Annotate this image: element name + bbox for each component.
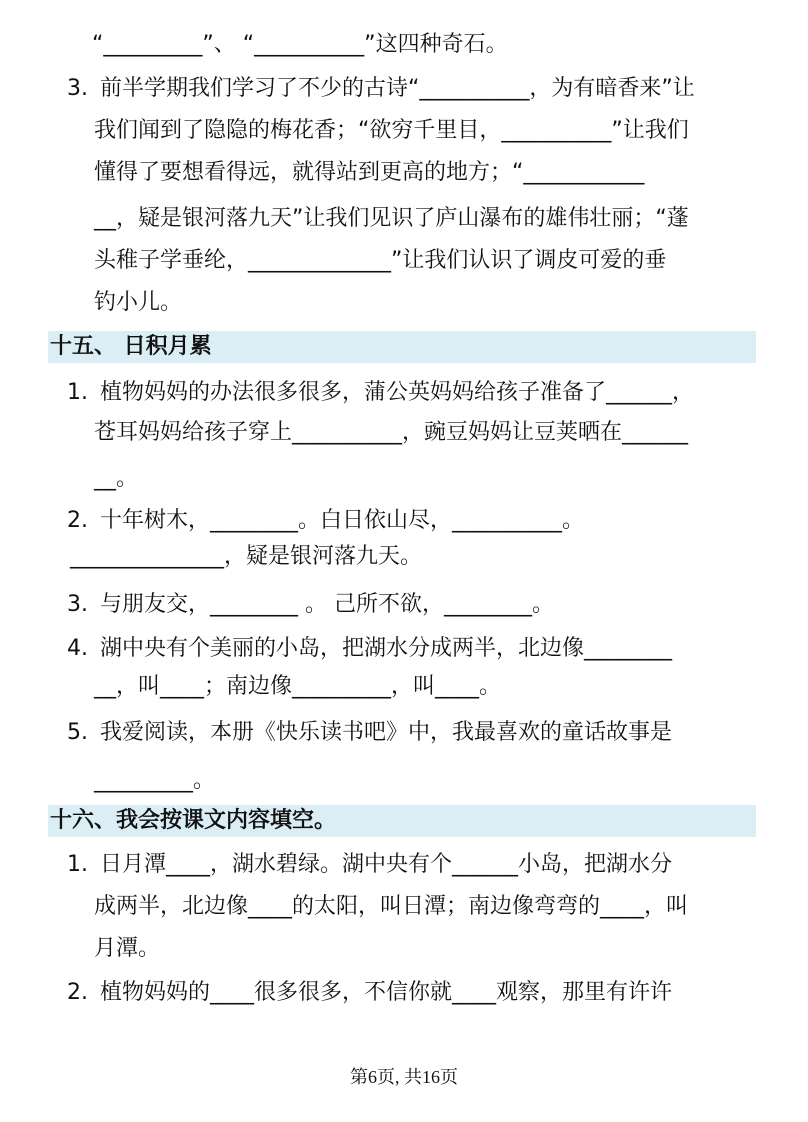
question-text: 前半学期我们学习了不少的古诗“__________，为有暗香来”让 (100, 76, 695, 101)
question-number: 1. (67, 852, 88, 877)
section-heading-16: 十六、我会按课文内容填空。 (48, 805, 756, 837)
question-number: 3. (67, 592, 88, 617)
question-text: 日月潭____，湖水碧绿。湖中央有个______小岛，把湖水分 (100, 852, 673, 877)
question-text: 月潭。 (94, 936, 161, 961)
page-footer: 第6页, 共16页 (350, 1067, 458, 1087)
carryover-text: “_________”、 “__________”这四种奇石。 (92, 32, 508, 57)
question-text: 成两半，北边像____的太阳，叫日潭；南边像弯弯的____，叫 (94, 894, 689, 919)
question-number: 2. (67, 980, 88, 1005)
question-text: 我们闻到了隐隐的梅花香；“欲穷千里目，__________”让我们 (94, 118, 689, 143)
question-text: 与朋友交，________ 。 己所不欲，________。 (100, 592, 554, 617)
question-text: 植物妈妈的办法很多很多，蒲公英妈妈给孩子准备了______， (100, 380, 695, 405)
question-text: 钓小儿。 (94, 290, 183, 315)
question-number: 2. (67, 508, 88, 533)
question-number: 5. (67, 720, 88, 745)
question-text: 苍耳妈妈给孩子穿上__________，豌豆妈妈让豆荚晒在______ (94, 420, 689, 445)
section-heading-15: 十五、 日积月累 (48, 331, 756, 363)
question-number: 3. (67, 76, 88, 101)
question-text: 我爱阅读，本册《快乐读书吧》中，我最喜欢的童话故事是 (100, 720, 673, 745)
question-text: 十年树木，________。白日依山尽，__________。 (100, 508, 585, 533)
question-text: __，疑是银河落九天”让我们见识了庐山瀑布的雄伟壮丽；“蓬 (94, 206, 689, 231)
question-text: 头稚子学垂纶，_____________”让我们认识了调皮可爱的垂 (94, 248, 667, 273)
question-number: 1. (67, 380, 88, 405)
question-text: __，叫____；南边像_________，叫____。 (94, 674, 502, 699)
question-number: 4. (67, 636, 88, 661)
question-text: _________。 (94, 768, 216, 793)
question-text: 懂得了要想看得远，就得站到更高的地方；“___________ (94, 160, 645, 185)
question-text: 植物妈妈的____很多很多，不信你就____观察，那里有许许 (100, 980, 673, 1005)
question-text: ______________，疑是银河落九天。 (70, 544, 423, 569)
question-text: __。 (94, 466, 139, 491)
question-text: 湖中央有个美丽的小岛，把湖水分成两半，北边像________ (100, 636, 673, 661)
